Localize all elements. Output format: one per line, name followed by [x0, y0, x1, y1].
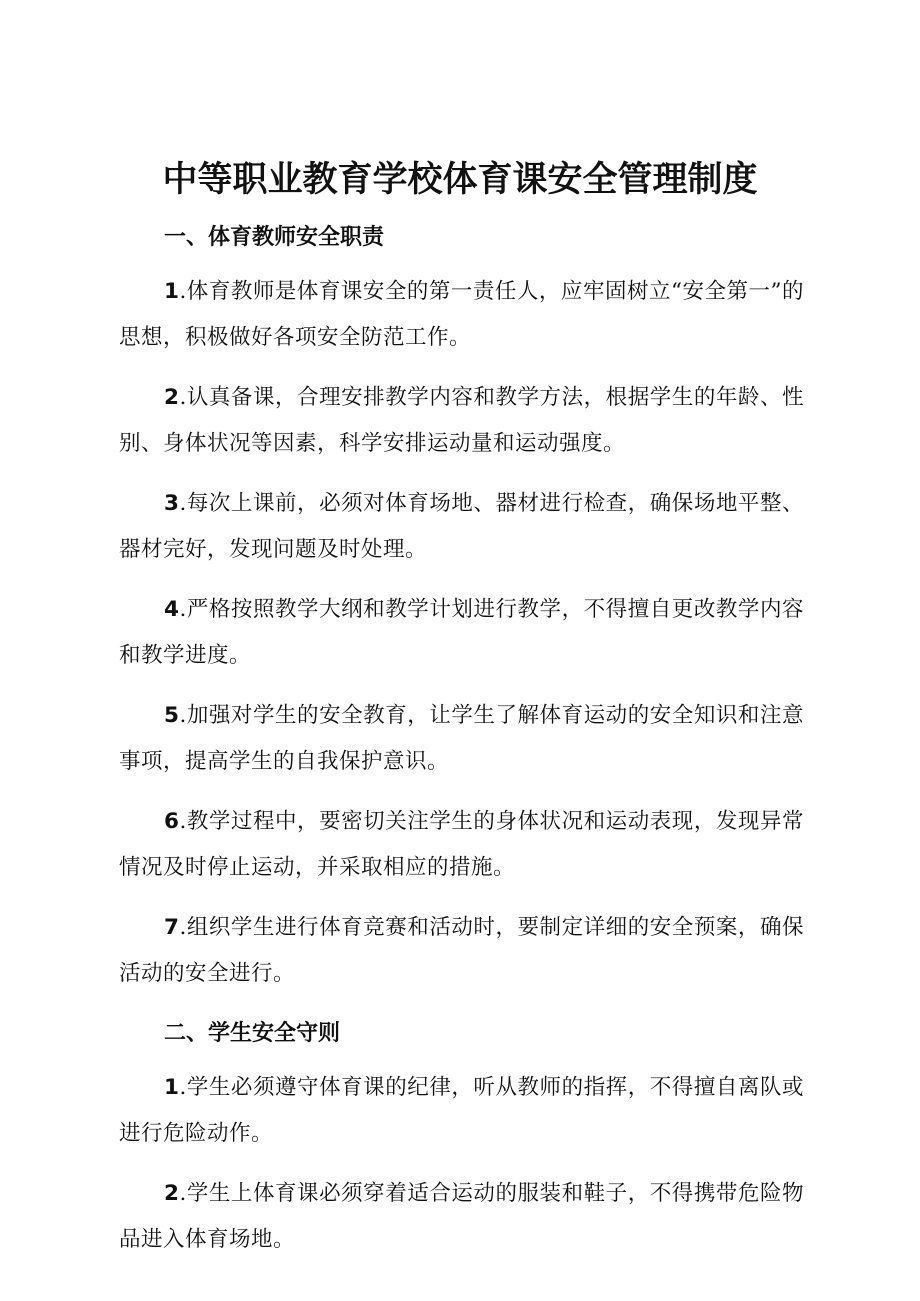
list-item: [119, 481, 804, 573]
section-heading: 二、学生安全守则: [164, 1021, 341, 1046]
item-text: .认真备课，合理安排教学内容和教学方法，根据学生的年龄、性别、身体状况等因素，科学安排运动量和运动强度。: [119, 385, 804, 456]
section-heading: 一、体育教师安全职责: [164, 225, 385, 250]
item-text: .每次上课前，必须对体育场地、器材进行检查，确保场地平整、器材完好，发现问题及时处理。: [119, 491, 804, 562]
list-item: [119, 269, 804, 361]
list-item: [119, 905, 804, 997]
list-item: [119, 1171, 804, 1263]
section-student-rules: [119, 1011, 804, 1263]
item-text: .严格按照教学大纲和教学计划进行教学，不得擅自更改教学内容和教学进度。: [119, 597, 804, 668]
item-number: 7: [164, 915, 180, 940]
item-number: 6: [164, 809, 180, 834]
item-number: 4: [164, 597, 180, 622]
document-title: 中等职业教育学校体育课安全管理制度: [162, 160, 758, 200]
section-teacher-duties: [119, 215, 804, 997]
item-text: .组织学生进行体育竞赛和活动时，要制定详细的安全预案，确保活动的安全进行。: [119, 915, 804, 986]
item-number: 2: [164, 1181, 180, 1206]
item-text: .学生上体育课必须穿着适合运动的服装和鞋子，不得携带危险物品进入体育场地。: [119, 1181, 804, 1252]
item-number: 5: [164, 703, 180, 728]
item-number: 1: [164, 279, 180, 304]
item-text: .教学过程中，要密切关注学生的身体状况和运动表现，发现异常情况及时停止运动，并采取相应的措施。: [119, 809, 804, 880]
item-number: 2: [164, 385, 180, 410]
list-item: [119, 587, 804, 679]
list-item: [119, 693, 804, 785]
list-item: [119, 799, 804, 891]
item-number: 3: [164, 491, 180, 516]
list-item: [119, 375, 804, 467]
document-body: [119, 215, 804, 1277]
item-number: 1: [164, 1075, 180, 1100]
item-text: .体育教师是体育课安全的第一责任人，应牢固树立“安全第一”的思想，积极做好各项安全防范工作。: [119, 279, 804, 350]
item-text: .学生必须遵守体育课的纪律，听从教师的指挥，不得擅自离队或进行危险动作。: [119, 1075, 804, 1146]
item-text: .加强对学生的安全教育，让学生了解体育运动的安全知识和注意事项，提高学生的自我保护意识。: [119, 703, 804, 774]
list-item: [119, 1065, 804, 1157]
